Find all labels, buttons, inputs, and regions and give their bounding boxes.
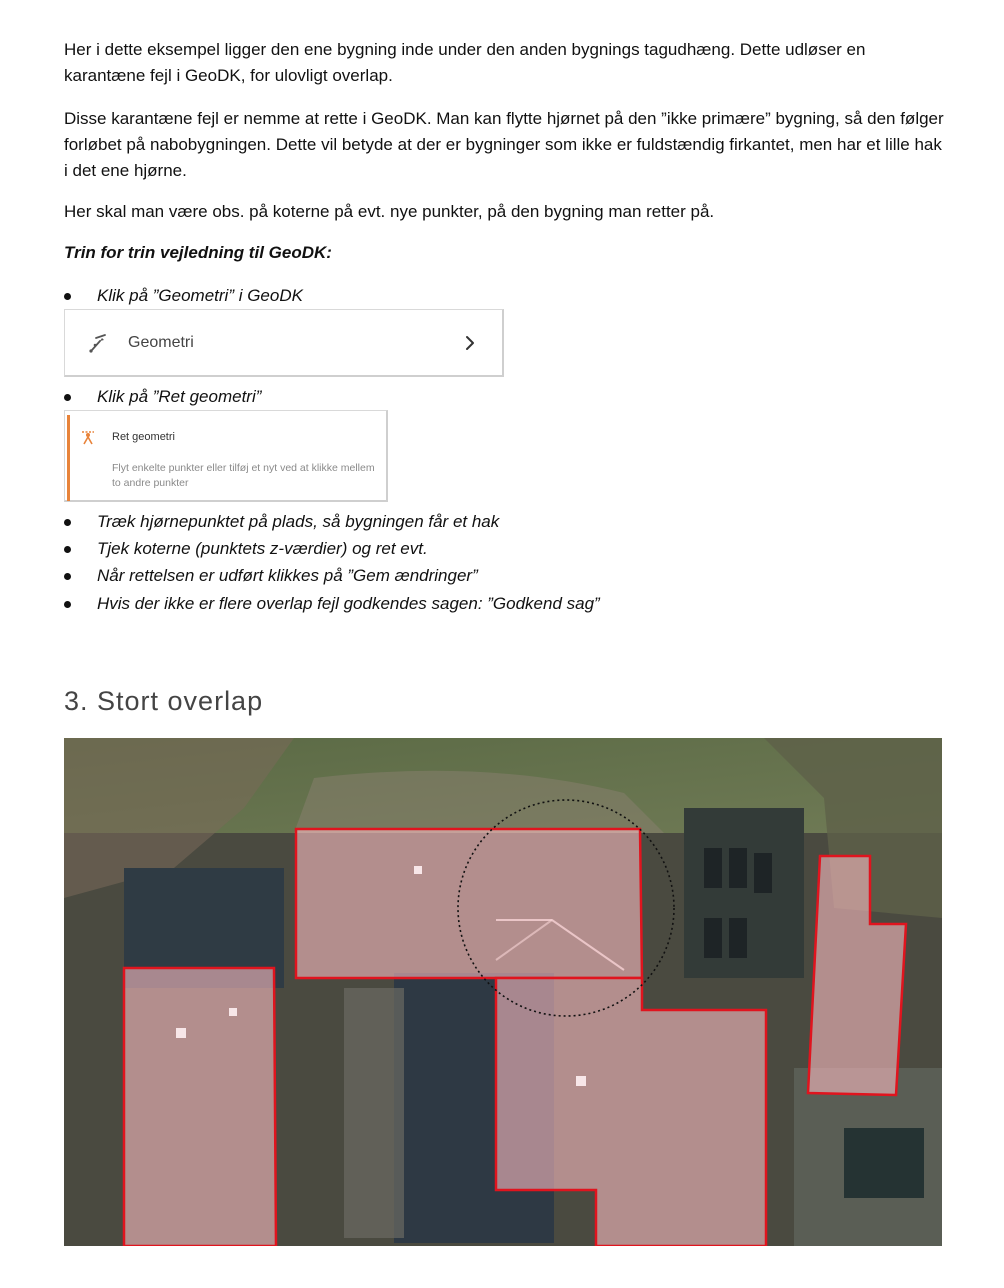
step-text: Klik på ”Geometri” i GeoDK [97, 286, 303, 305]
step-text: Når rettelsen er udført klikkes på ”Gem ændringer” [97, 566, 478, 585]
paragraph-fix-explanation: Disse karantæne fejl er nemme at rette i GeoDK. Man kan flytte hjørnet på den ”ikke primære” bygning, så den følger forløbet på nabobygningen. Dette vil betyde at der er bygninger som ikke er fuldstændig firkantet, men har et lille hak i det ene hjørne. [64, 109, 944, 180]
building-top-polygon [296, 829, 642, 978]
geometri-label: Geometri [128, 334, 194, 351]
car [704, 918, 722, 958]
bullet-icon [64, 519, 71, 526]
step-text: Klik på ”Ret geometri” [97, 387, 262, 406]
roof-window [576, 1076, 586, 1086]
building-left-polygon [124, 968, 276, 1246]
step-text: Træk hjørnepunktet på plads, så bygningen får et hak [97, 512, 500, 531]
bullet-icon [64, 573, 71, 580]
car [729, 848, 747, 888]
paragraph-note: Her skal man være obs. på koterne på evt. nye punkter, på den bygning man retter på. [64, 202, 715, 221]
geometry-pen-icon [87, 332, 109, 354]
bullet-icon [64, 394, 71, 401]
selected-accent-bar [67, 415, 70, 501]
section-heading: 3. Stort overlap [64, 686, 264, 716]
bullet-icon [64, 601, 71, 608]
bullet-icon [64, 293, 71, 300]
ret-geometri-title: Ret geometri [112, 431, 175, 443]
ret-geometri-option[interactable] [64, 410, 388, 502]
pool [844, 1128, 924, 1198]
chevron-right-icon [464, 334, 476, 352]
step-text: Hvis der ikke er flere overlap fejl godkendes sagen: ”Godkend sag” [97, 594, 600, 613]
edit-vertex-icon [81, 429, 95, 445]
bullet-icon [64, 546, 71, 553]
car [754, 853, 772, 893]
car [729, 918, 747, 958]
aerial-photo-overlap [64, 738, 942, 1246]
roof-window [229, 1008, 237, 1016]
step-text: Tjek koterne (punktets z-værdier) og ret evt. [97, 539, 428, 558]
paragraph-intro: Her i dette eksempel ligger den ene bygning inde under den anden bygnings tagudhæng. Dette udløser en karantæne fejl i GeoDK, for ulovligt overlap. [64, 40, 866, 85]
ret-geometri-description: Flyt enkelte punkter eller tilføj et nyt ved at klikke mellem to andre punkter [112, 462, 375, 489]
roof-window [414, 866, 422, 874]
car [704, 848, 722, 888]
roof-window [176, 1028, 186, 1038]
guide-heading: Trin for trin vejledning til GeoDK: [64, 243, 332, 262]
geometri-menu-item[interactable] [64, 309, 504, 377]
tree-shadow [344, 988, 404, 1238]
